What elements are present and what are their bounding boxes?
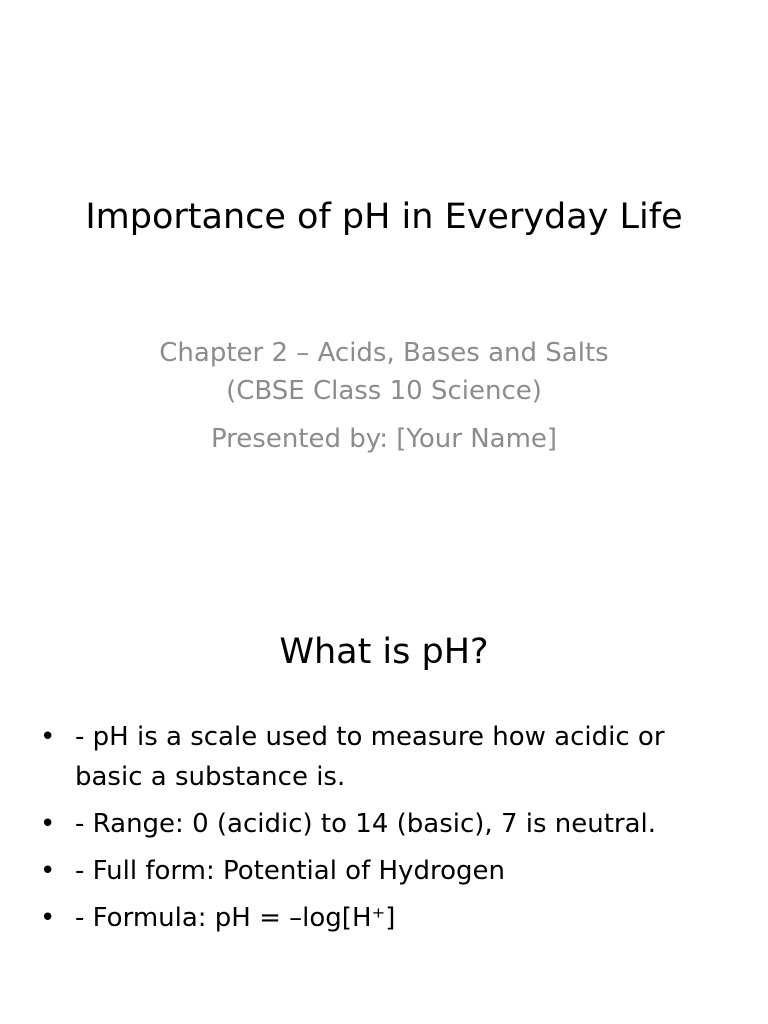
bullet-text: - pH is a scale used to measure how acidic or basic a substance is. xyxy=(75,722,665,792)
subtitle-line: Chapter 2 – Acids, Bases and Salts xyxy=(159,338,609,368)
slide-subtitle xyxy=(60,334,708,458)
bullet-text: - Range: 0 (acidic) to 14 (basic), 7 is neutral. xyxy=(75,809,657,839)
bullet-icon: • xyxy=(40,903,56,933)
bullet-item xyxy=(40,851,728,891)
content-slide xyxy=(0,512,768,1024)
bullet-list xyxy=(40,717,728,945)
bullet-text: - Formula: pH = –log[H⁺] xyxy=(75,903,396,933)
bullet-item xyxy=(40,804,728,844)
bullet-item xyxy=(40,898,728,938)
bullet-icon: • xyxy=(40,722,56,752)
bullet-text: - Full form: Potential of Hydrogen xyxy=(75,856,505,886)
bullet-icon: • xyxy=(40,856,56,886)
bullet-icon: • xyxy=(40,809,56,839)
subtitle-line: (CBSE Class 10 Science) xyxy=(226,376,542,406)
slide-title: What is pH? xyxy=(279,632,489,672)
slide-title: Importance of pH in Everyday Life xyxy=(85,197,683,237)
bullet-item xyxy=(40,717,728,797)
subtitle-line: Presented by: [Your Name] xyxy=(210,424,558,454)
